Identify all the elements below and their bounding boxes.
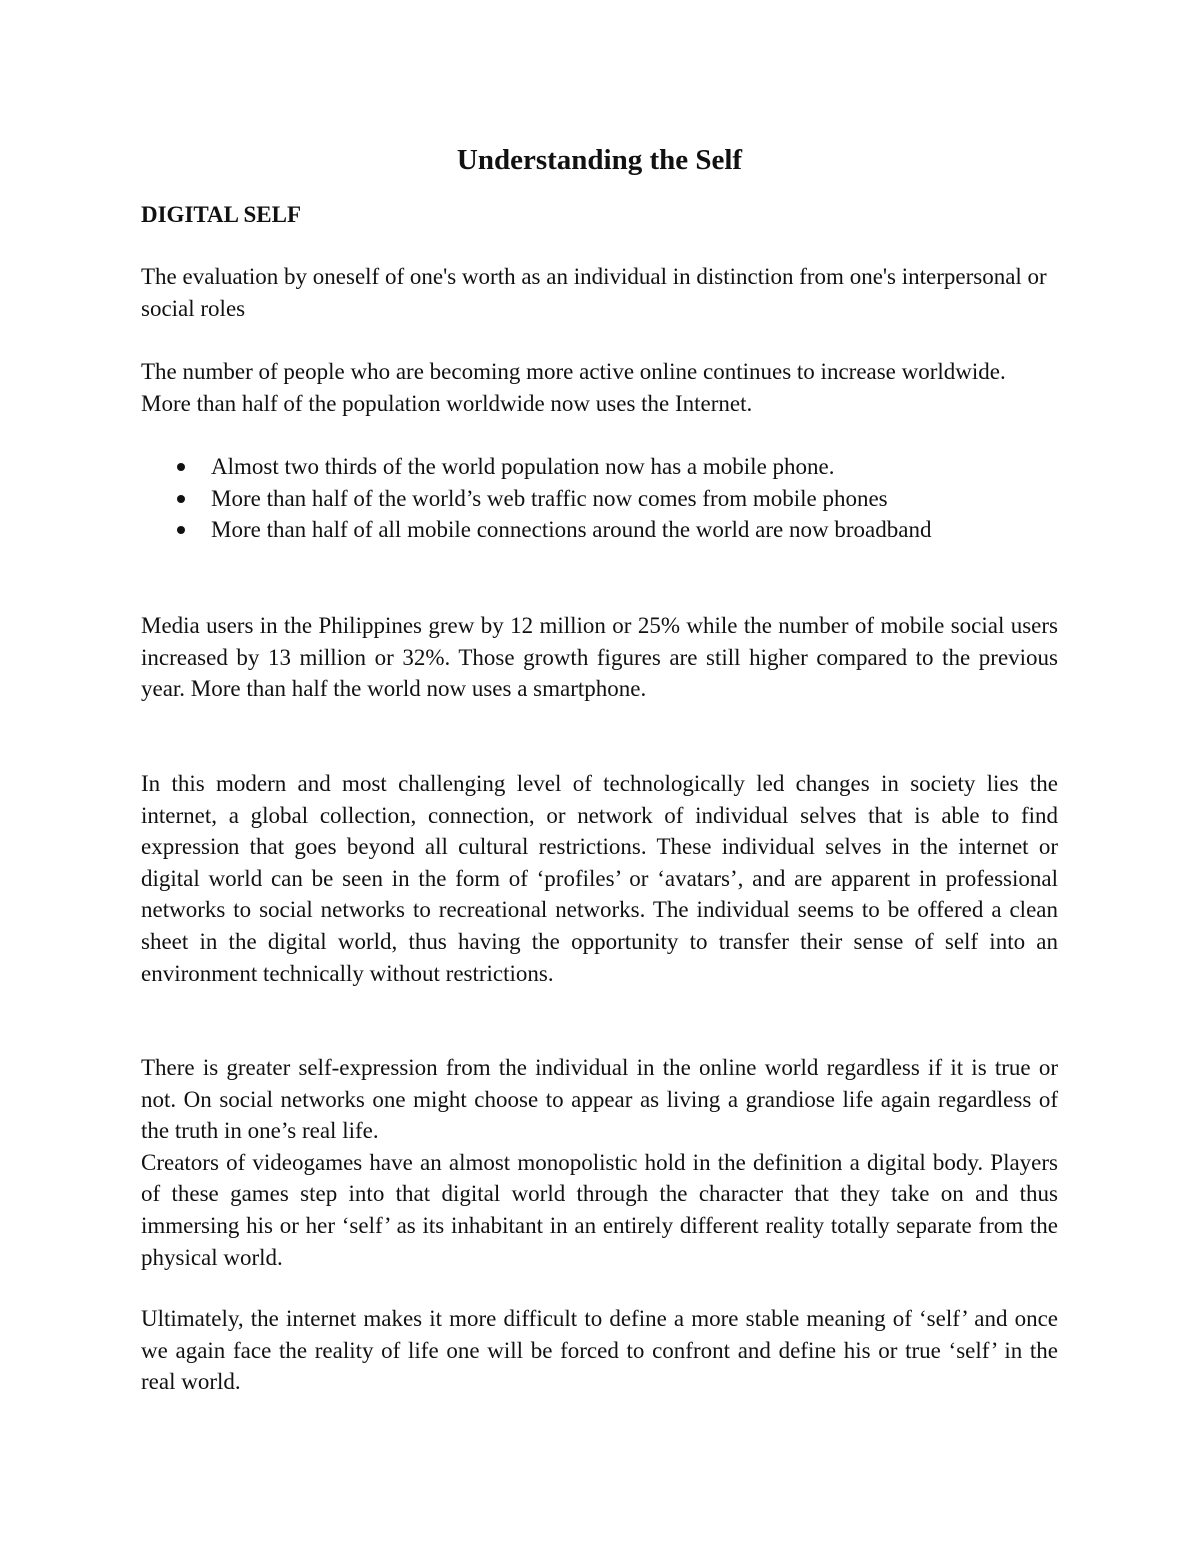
paragraph-conclusion: Ultimately, the internet makes it more difficult to define a more stable meaning of ‘self’ and once we again face the reality of life one will be forced to confront and define his or true ‘self’ in the real world. — [141, 1306, 1058, 1395]
bullet-icon — [177, 526, 185, 534]
list-item-text: More than half of all mobile connections around the world are now broadband — [211, 517, 932, 543]
paragraph-videogames: Creators of videogames have an almost monopolistic hold in the definition a digital body. Players of these games step into that digital world through the character that they take on and thus immersing his or her ‘self’ as its inhabitant in an entirely different reality totally separate from the physical world. — [141, 1149, 1058, 1270]
paragraph-self-expression: There is greater self-expression from the individual in the online world regardless if it is true or not. On social networks one might choose to appear as living a grandiose life again regardless of the truth in one’s real life. — [141, 1055, 1058, 1144]
paragraph-definition: The evaluation by oneself of one's worth as an individual in distinction from one's interpersonal or social roles — [141, 264, 1047, 321]
list-item-text: More than half of the world’s web traffic now comes from mobile phones — [211, 485, 888, 511]
list-item — [141, 451, 1058, 483]
list-item — [141, 483, 1058, 515]
paragraph-online-growth: The number of people who are becoming more active online continues to increase worldwide. More than half of the population worldwide now uses the Internet. — [141, 359, 1006, 416]
paragraph-philippines: Media users in the Philippines grew by 12 million or 25% while the number of mobile social users increased by 13 million or 32%. Those growth figures are still higher compared to the previous year. More than half the world now uses a smartphone. — [141, 613, 1058, 702]
paragraph-self-expression-block — [141, 1052, 1058, 1273]
list-item — [141, 514, 1058, 546]
bullet-icon — [177, 463, 185, 471]
paragraph-internet: In this modern and most challenging level of technologically led changes in society lies the internet, a global collection, connection, or network of individual selves that is able to find expression that goes beyond all cultural restrictions. These individual selves in the internet or digital world can be seen in the form of ‘profiles’ or ‘avatars’, and are apparent in professional networks to social networks to recreational networks. The individual seems to be offered a clean sheet in the digital world, thus having the opportunity to transfer their sense of self into an environment technically without restrictions. — [141, 771, 1058, 986]
bullet-list — [141, 451, 1058, 546]
list-item-text: Almost two thirds of the world population now has a mobile phone. — [211, 454, 835, 479]
document-title: Understanding the Self — [456, 144, 743, 176]
bullet-icon — [177, 495, 185, 503]
section-heading: DIGITAL SELF — [141, 202, 301, 227]
